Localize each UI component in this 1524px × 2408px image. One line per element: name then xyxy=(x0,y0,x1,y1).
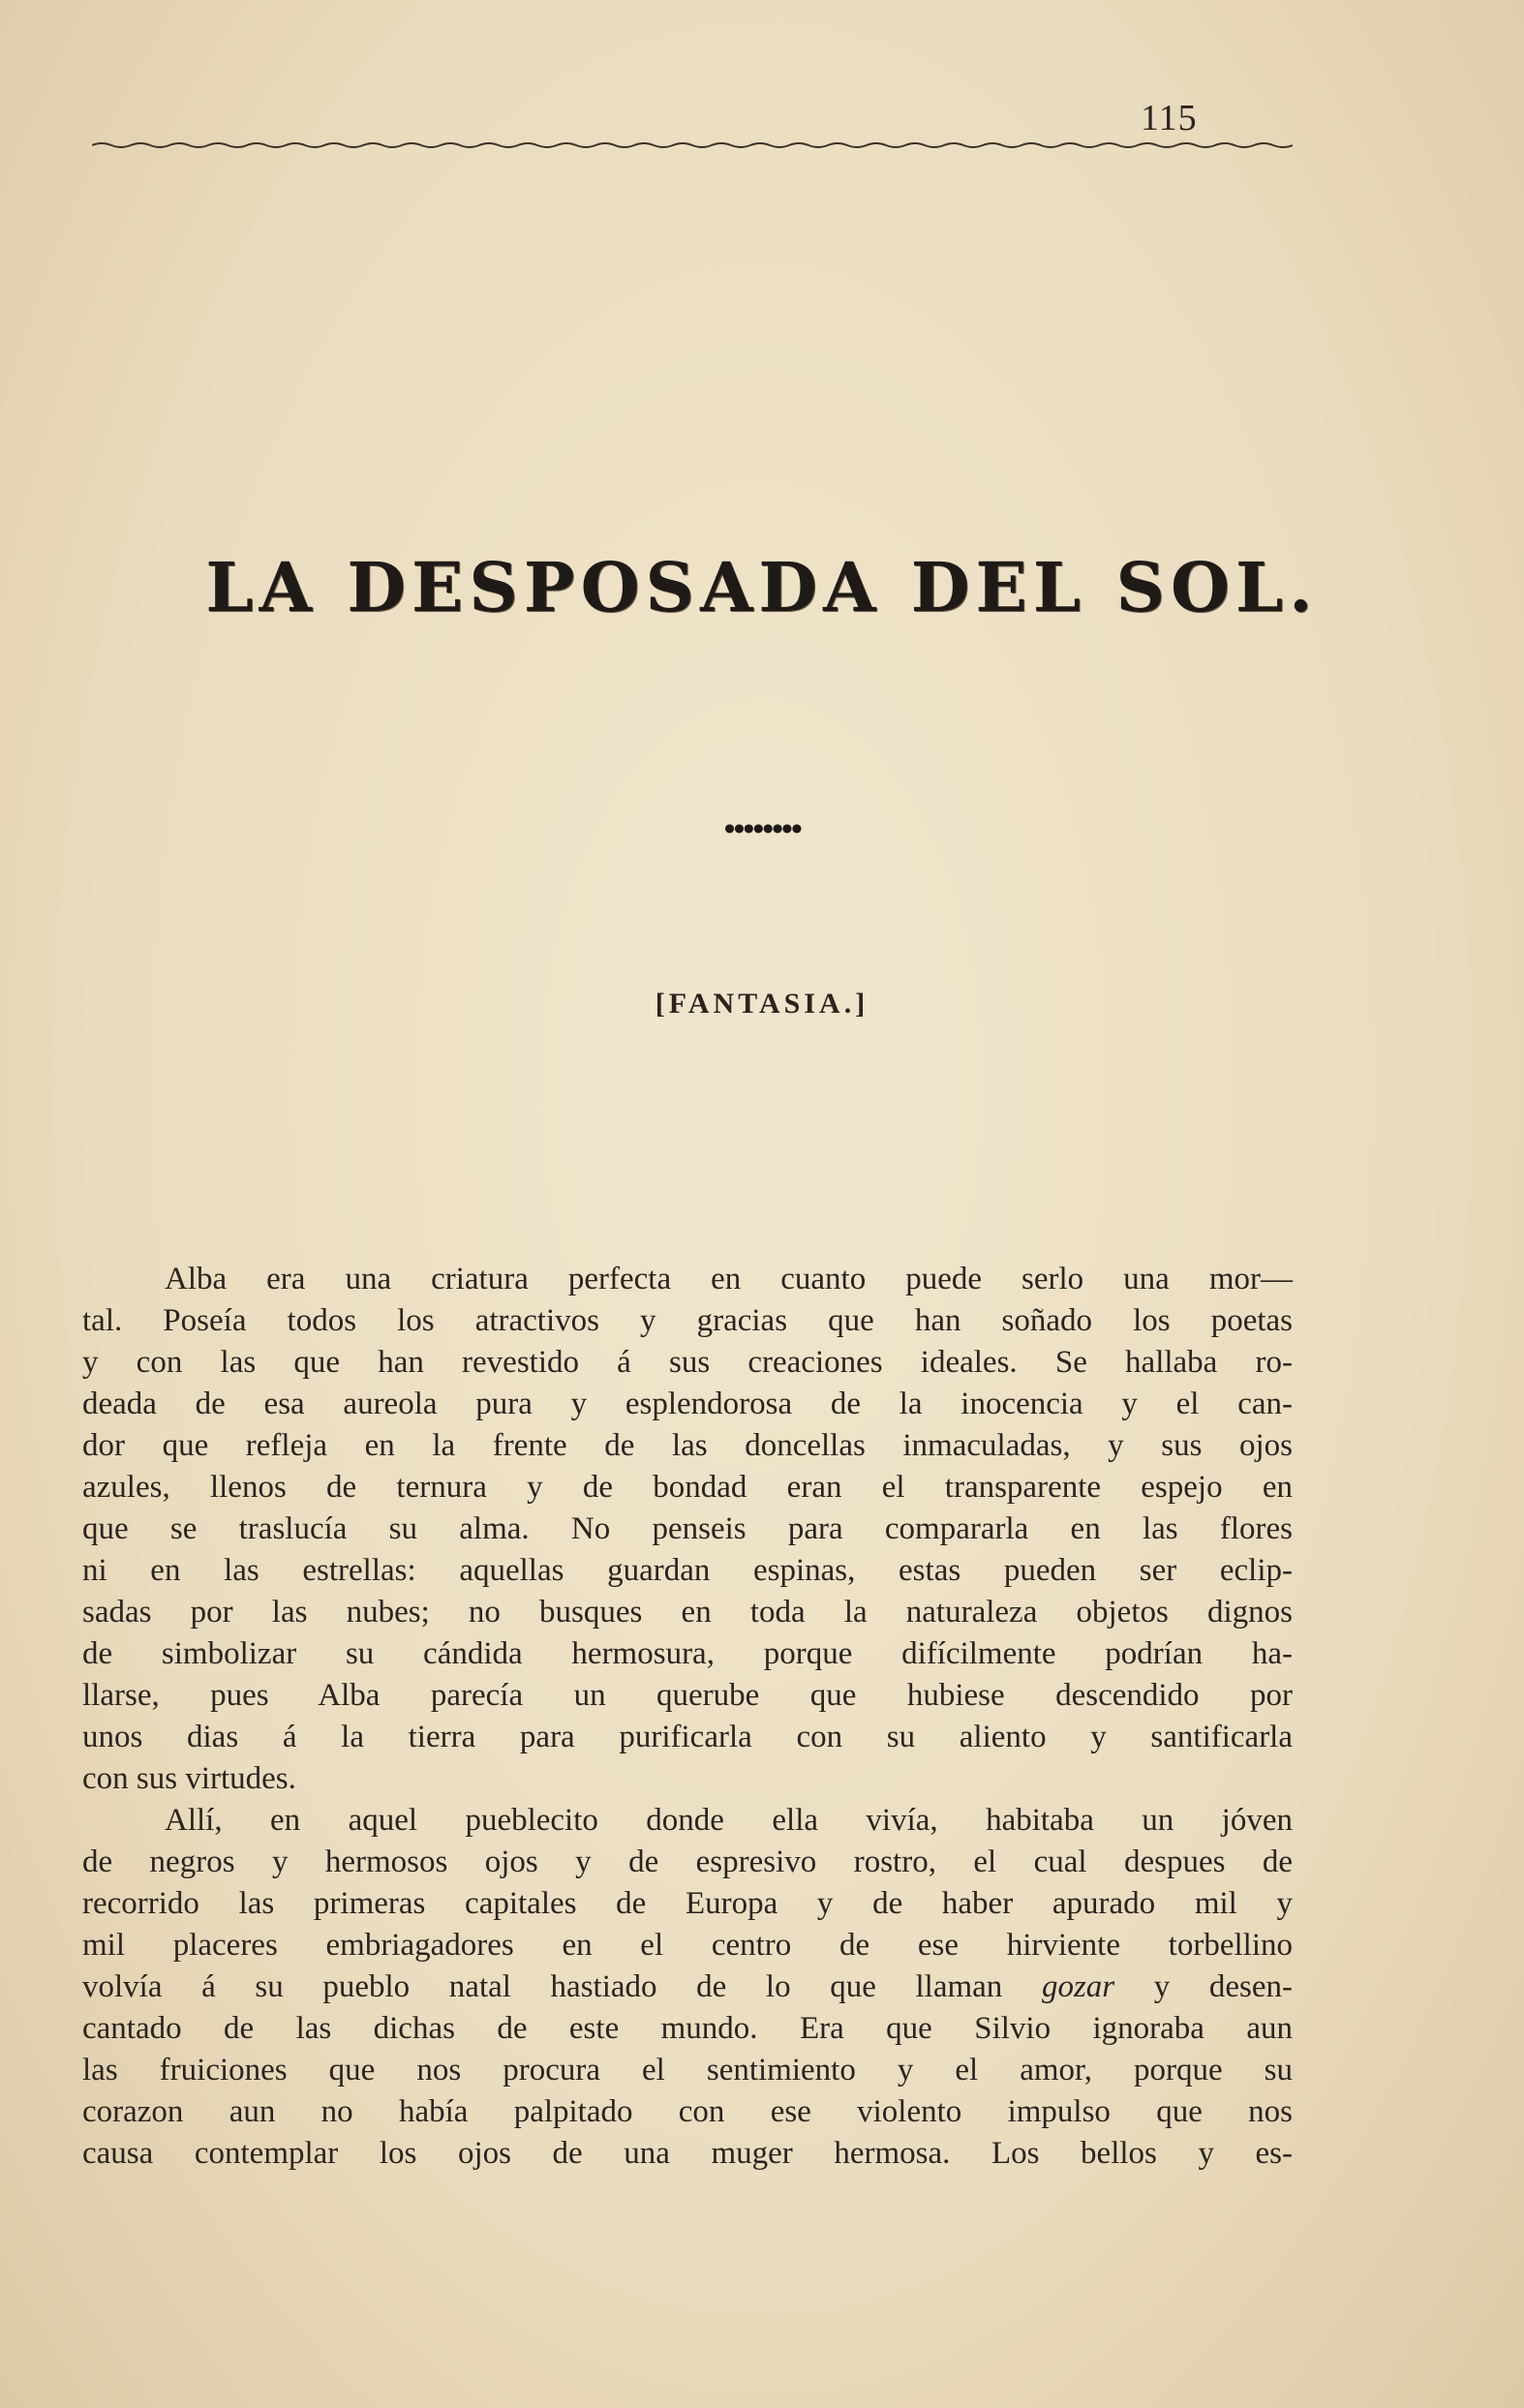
text-line: Allí, en aquel pueblecito donde ella vivía, habitaba un jóven xyxy=(165,1803,1293,1838)
text-line: las fruiciones que nos procura el sentimiento y el amor, porque su xyxy=(82,2053,1293,2088)
text-line: recorrido las primeras capitales de Europa y de haber apurado mil y xyxy=(82,1886,1293,1921)
text-line: Alba era una criatura perfecta en cuanto puede serlo una mor— xyxy=(165,1262,1293,1296)
text-line: de negros y hermosos ojos y de espresivo rostro, el cual despues de xyxy=(82,1844,1293,1879)
ornament-divider: •••••••• xyxy=(723,811,801,847)
text-line: y con las que han revestido á sus creaciones ideales. Se hallaba ro- xyxy=(82,1345,1293,1380)
text-line: sadas por las nubes; no busques en toda la naturaleza objetos dignos xyxy=(82,1595,1293,1630)
page-number: 115 xyxy=(1141,98,1198,138)
text-line: tal. Poseía todos los atractivos y gracias que han soñado los poetas xyxy=(82,1303,1293,1338)
text-line: corazon aun no había palpitado con ese violento impulso que nos xyxy=(82,2094,1293,2129)
text-line: con sus virtudes. xyxy=(82,1761,296,1796)
text-line: ni en las estrellas: aquellas guardan espinas, estas pueden ser eclip- xyxy=(82,1553,1293,1588)
text-line: deada de esa aureola pura y esplendorosa de la inocencia y el can- xyxy=(82,1387,1293,1421)
text-line: llarse, pues Alba parecía un querube que hubiese descendido por xyxy=(82,1678,1293,1713)
text-line: dor que refleja en la frente de las doncellas inmaculadas, y sus ojos xyxy=(82,1428,1293,1463)
article-body xyxy=(82,1259,1293,2175)
text-line: mil placeres embriagadores en el centro de ese hirviente torbellino xyxy=(82,1928,1293,1963)
text-segment: volvía á su pueblo natal hastiado de lo que llaman xyxy=(82,1969,1003,2004)
text-line: azules, llenos de ternura y de bondad eran el transparente espejo en xyxy=(82,1470,1293,1505)
text-line: de simbolizar su cándida hermosura, porque difícilmente podrían ha- xyxy=(82,1636,1293,1671)
text-line: cantado de las dichas de este mundo. Era que Silvio ignoraba aun xyxy=(82,2011,1293,2046)
article-subtitle: [FANTASIA.] xyxy=(655,988,869,1020)
header-rule xyxy=(92,141,1293,149)
text-segment: y desen- xyxy=(1153,1969,1294,2004)
emphasized-word: gozar xyxy=(1041,1969,1115,2004)
text-line-with-emphasis xyxy=(82,1966,1293,2008)
text-line: causa contemplar los ojos de una muger hermosa. Los bellos y es- xyxy=(82,2136,1293,2171)
text-line: que se traslucía su alma. No penseis para compararla en las flores xyxy=(82,1511,1293,1546)
article-title: LA DESPOSADA DEL SOL. xyxy=(205,547,1319,627)
text-line: unos dias á la tierra para purificarla con su aliento y santificarla xyxy=(82,1720,1293,1754)
